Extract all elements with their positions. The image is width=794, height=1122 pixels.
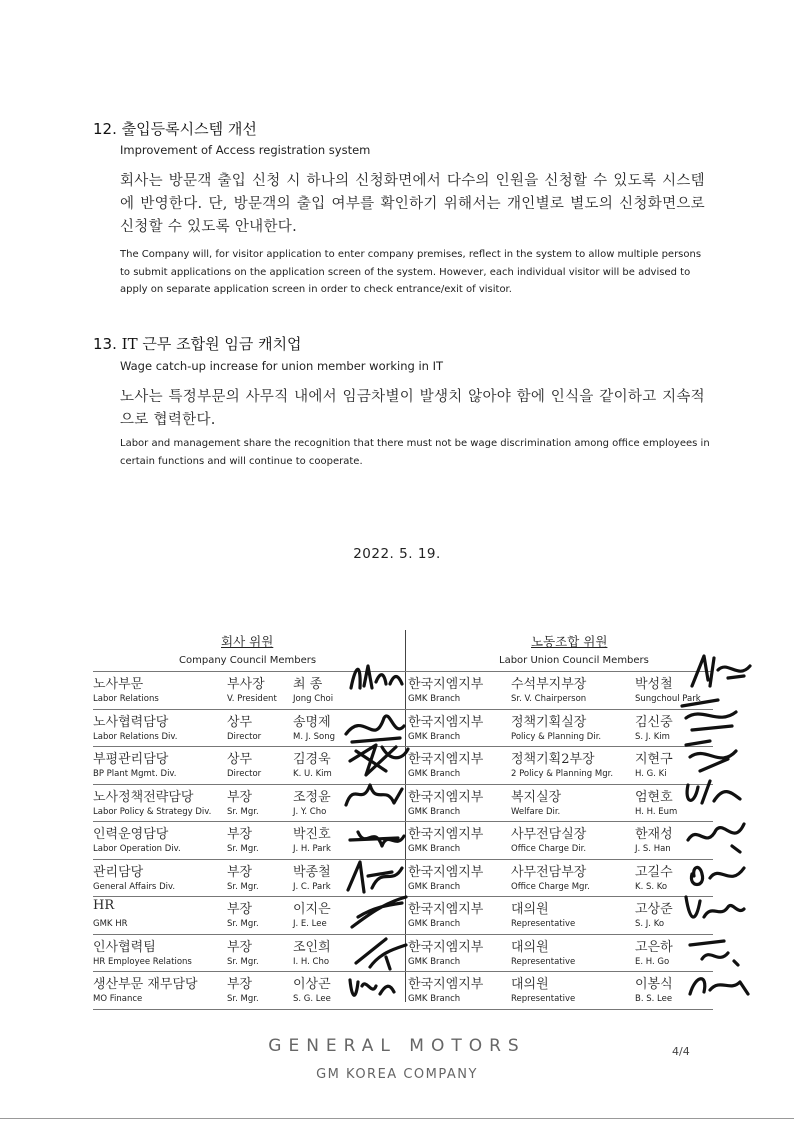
company-member-name-en: Jong Choi: [293, 694, 334, 704]
union-member-name-en: B. S. Lee: [635, 994, 673, 1004]
union-member-dept-en: GMK Branch: [408, 731, 461, 742]
union-member-dept-en: GMK Branch: [408, 844, 461, 854]
company-member-dept-ko: 생산부문 재무담당: [93, 977, 198, 992]
union-member-dept-ko: 한국지엠지부: [408, 939, 484, 955]
union-member-name-en: S. J. Kim: [635, 731, 670, 742]
company-heading-en: Company Council Members: [179, 655, 317, 666]
company-member-dept-en: BP Plant Mgmt. Div.: [93, 769, 177, 779]
company-member-dept-ko: 관리담당: [93, 864, 144, 880]
company-member-dept-en: Labor Relations: [93, 694, 159, 704]
union-member-dept-ko: 한국지엠지부: [408, 789, 484, 805]
company-member-dept-ko: 인력운영담당: [93, 827, 169, 842]
union-member-title-ko: 대의원: [511, 902, 549, 917]
company-member-name-ko: 조정윤: [293, 789, 331, 805]
signature-image: [675, 696, 745, 736]
section-body-ko: 노사는 특정부문의 사무직 내에서 임금차별이 발생치 않아야 함에 인식을 같이하고 지속적으로 협력한다.: [120, 389, 705, 428]
union-member-title-ko: 대의원: [511, 977, 549, 992]
union-member-dept-en: GMK Branch: [408, 994, 461, 1004]
table-row: [93, 896, 713, 934]
company-heading-ko: 회사 위원: [221, 634, 274, 649]
company-member-title-ko: 부장: [227, 789, 253, 805]
union-member-name-ko: 고길수: [635, 864, 673, 880]
union-member-name-ko: 엄현호: [635, 789, 673, 805]
union-member-dept-ko: 한국지엠지부: [408, 977, 484, 992]
union-member-title-en: Welfare Dir.: [511, 806, 561, 817]
section-body-en: Labor and management share the recognition that there must not be wage discrimination among office employees in certain functions and will continue to cooperate.: [120, 438, 710, 467]
signature-image: [679, 889, 749, 929]
company-member-dept-en: General Affairs Div.: [93, 881, 176, 892]
company-member-dept-ko: 인사협력팀: [93, 939, 156, 955]
union-member-title-en: Office Charge Mgr.: [511, 881, 590, 892]
union-member-name-ko: 한재성: [635, 827, 673, 842]
union-member-title-ko: 사무전담부장: [511, 864, 587, 880]
table-row: [93, 671, 713, 709]
union-member-name-ko: 김신중: [635, 714, 673, 730]
company-member-dept-ko: 부평관리담당: [93, 752, 169, 767]
union-heading-en: Labor Union Council Members: [499, 655, 649, 666]
union-member-title-en: Office Charge Dir.: [511, 844, 587, 854]
company-member-title-en: Sr. Mgr.: [227, 994, 259, 1004]
company-member-name-en: J. H. Park: [293, 844, 331, 854]
company-member-name-ko: 이지은: [293, 902, 331, 917]
union-member-name-ko: 고상준: [635, 902, 673, 917]
union-member-title-ko: 정책기획2부장: [511, 752, 595, 767]
union-member-name-en: Sungchoul Park: [635, 694, 701, 704]
company-member-name-en: J. E. Lee: [293, 919, 327, 929]
union-member-title-ko: 대의원: [511, 939, 549, 955]
company-member-title-en: V. President: [227, 694, 277, 704]
company-member-name-ko: 김경욱: [293, 752, 331, 767]
signature-image: [345, 820, 415, 860]
company-member-dept-en: Labor Relations Div.: [93, 731, 178, 742]
company-member-name-en: K. U. Kim: [293, 769, 332, 779]
signature-image: [677, 737, 747, 777]
union-member-dept-en: GMK Branch: [408, 956, 461, 967]
union-member-name-en: K. S. Ko: [635, 881, 668, 892]
company-member-title-ko: 상무: [227, 752, 253, 767]
union-heading-ko: 노동조합 위원: [531, 634, 608, 649]
company-member-title-en: Sr. Mgr.: [227, 881, 259, 892]
gm-logo-text: GENERAL MOTORS: [268, 1036, 526, 1056]
union-member-name-ko: 지현구: [635, 752, 673, 767]
union-member-title-ko: 복지실장: [511, 789, 562, 805]
table-row: [93, 784, 713, 822]
company-member-title-ko: 부장: [227, 864, 253, 880]
union-member-title-en: Representative: [511, 956, 576, 967]
signature-image: [343, 741, 413, 781]
table-row: [93, 859, 713, 897]
signature-image: [339, 777, 409, 817]
section-13-title: [93, 333, 302, 354]
section-title-en: Wage catch-up increase for union member working in IT: [120, 359, 444, 373]
union-member-dept-en: GMK Branch: [408, 881, 461, 892]
union-member-title-en: Representative: [511, 919, 576, 929]
company-member-dept-en: MO Finance: [93, 994, 143, 1004]
company-member-name-en: S. G. Lee: [293, 994, 331, 1004]
gmk-logo-text: GM KOREA COMPANY: [316, 1067, 478, 1082]
company-member-title-ko: 부장: [227, 939, 253, 955]
union-member-name-en: E. H. Go: [635, 956, 670, 967]
section-number: 12.: [93, 120, 117, 138]
page-number: 4/4: [672, 1045, 690, 1058]
signature-image: [681, 854, 751, 894]
signature-image: [345, 893, 415, 933]
union-member-dept-ko: 한국지엠지부: [408, 677, 484, 692]
union-member-dept-ko: 한국지엠지부: [408, 714, 484, 730]
union-member-name-ko: 이봉식: [635, 977, 673, 992]
company-member-title-ko: 부장: [227, 977, 253, 992]
company-member-title-en: Director: [227, 731, 262, 742]
section-body-en: The Company will, for visitor application to enter company premises, reflect in the system to allow multiple persons to submit applications on the application screen of the system. However, each individual visitor will be advised to apply on separate application screen in order to check entrance/exit of visitor.: [120, 249, 702, 295]
union-member-dept-en: GMK Branch: [408, 806, 461, 817]
company-member-title-en: Sr. Mgr.: [227, 806, 259, 817]
signature-image: [677, 773, 747, 813]
signature-image: [339, 858, 409, 898]
company-member-title-en: Director: [227, 769, 262, 779]
union-member-dept-en: GMK Branch: [408, 919, 461, 929]
company-member-name-ko: 조인희: [293, 939, 331, 955]
company-member-title-ko: 부장: [227, 827, 253, 842]
union-member-name-en: H. G. Ki: [635, 769, 667, 779]
union-member-title-ko: 정책기획실장: [511, 714, 587, 730]
union-member-dept-ko: 한국지엠지부: [408, 864, 484, 880]
company-member-dept-ko: 노사부문: [93, 677, 144, 692]
agreement-date: 2022. 5. 19.: [353, 546, 441, 562]
union-member-title-en: 2 Policy & Planning Mgr.: [511, 769, 614, 779]
section-title-ko: 출입등록시스템 개선: [121, 120, 257, 138]
company-member-title-ko: 상무: [227, 714, 253, 730]
union-member-title-en: Representative: [511, 994, 576, 1004]
company-member-name-ko: 송명제: [293, 714, 331, 730]
company-member-name-en: J. Y. Cho: [293, 806, 327, 817]
company-member-name-en: J. C. Park: [293, 881, 331, 892]
company-member-title-en: Sr. Mgr.: [227, 956, 259, 967]
union-member-dept-ko: 한국지엠지부: [408, 827, 484, 842]
company-member-dept-ko: 노사정책전략담당: [93, 789, 194, 805]
company-member-name-ko: 박종철: [293, 864, 331, 880]
table-row: [93, 821, 713, 859]
section-title-en: Improvement of Access registration system: [120, 143, 371, 157]
union-member-title-ko: 수석부지부장: [511, 677, 587, 692]
company-member-name-en: M. J. Song: [293, 731, 336, 742]
section-body-ko: 회사는 방문객 출입 신청 시 하나의 신청화면에서 다수의 인원을 신청할 수 있도록 시스템에 반영한다. 단, 방문객의 출입 여부를 확인하기 위해서는 개인별로 별도의 신청화면으로 신청할 수 있도록 안내한다.: [120, 173, 705, 235]
union-member-name-ko: 고은하: [635, 939, 673, 955]
company-member-title-en: Sr. Mgr.: [227, 844, 259, 854]
company-member-name-ko: 박진호: [293, 827, 331, 842]
signature-image: [683, 964, 753, 1004]
union-member-title-en: Policy & Planning Dir.: [511, 731, 602, 742]
union-member-name-en: H. H. Eum: [635, 806, 678, 817]
company-member-dept-en: Labor Policy & Strategy Div.: [93, 806, 212, 817]
union-member-title-ko: 사무전담실장: [511, 827, 587, 842]
union-member-dept-ko: 한국지엠지부: [408, 902, 484, 917]
section-title-ko: IT 근무 조합원 임금 캐치업: [121, 335, 302, 353]
company-member-dept-en: HR Employee Relations: [93, 956, 192, 967]
union-member-name-en: S. J. Ko: [635, 919, 665, 929]
table-row: [93, 971, 713, 1010]
page-edge-line: [0, 1118, 794, 1119]
signature-image: [343, 658, 413, 698]
company-member-name-en: I. H. Cho: [293, 956, 330, 967]
union-member-name-en: J. S. Han: [635, 844, 671, 854]
company-member-dept-en: Labor Operation Div.: [93, 844, 181, 854]
company-member-dept-en: GMK HR: [93, 919, 128, 929]
signature-image: [343, 966, 413, 1006]
union-member-dept-en: GMK Branch: [408, 769, 461, 779]
company-member-dept-ko: HR: [93, 898, 115, 913]
union-member-title-en: Sr. V. Chairperson: [511, 694, 587, 704]
company-member-name-ko: 이상곤: [293, 977, 331, 992]
union-member-name-ko: 박성철: [635, 677, 673, 692]
company-member-dept-ko: 노사협력담당: [93, 714, 169, 730]
company-member-name-ko: 최 종: [293, 677, 323, 692]
section-number: 13.: [93, 335, 117, 353]
signature-table: [93, 630, 713, 1002]
company-member-title-en: Sr. Mgr.: [227, 919, 259, 929]
signature-image: [685, 650, 755, 690]
signature-image: [681, 816, 751, 856]
member-rows: [93, 671, 713, 1010]
section-12-title: [93, 118, 257, 139]
union-member-dept-ko: 한국지엠지부: [408, 752, 484, 767]
union-member-dept-en: GMK Branch: [408, 694, 461, 704]
company-member-title-ko: 부장: [227, 902, 253, 917]
company-member-title-ko: 부사장: [227, 677, 265, 692]
